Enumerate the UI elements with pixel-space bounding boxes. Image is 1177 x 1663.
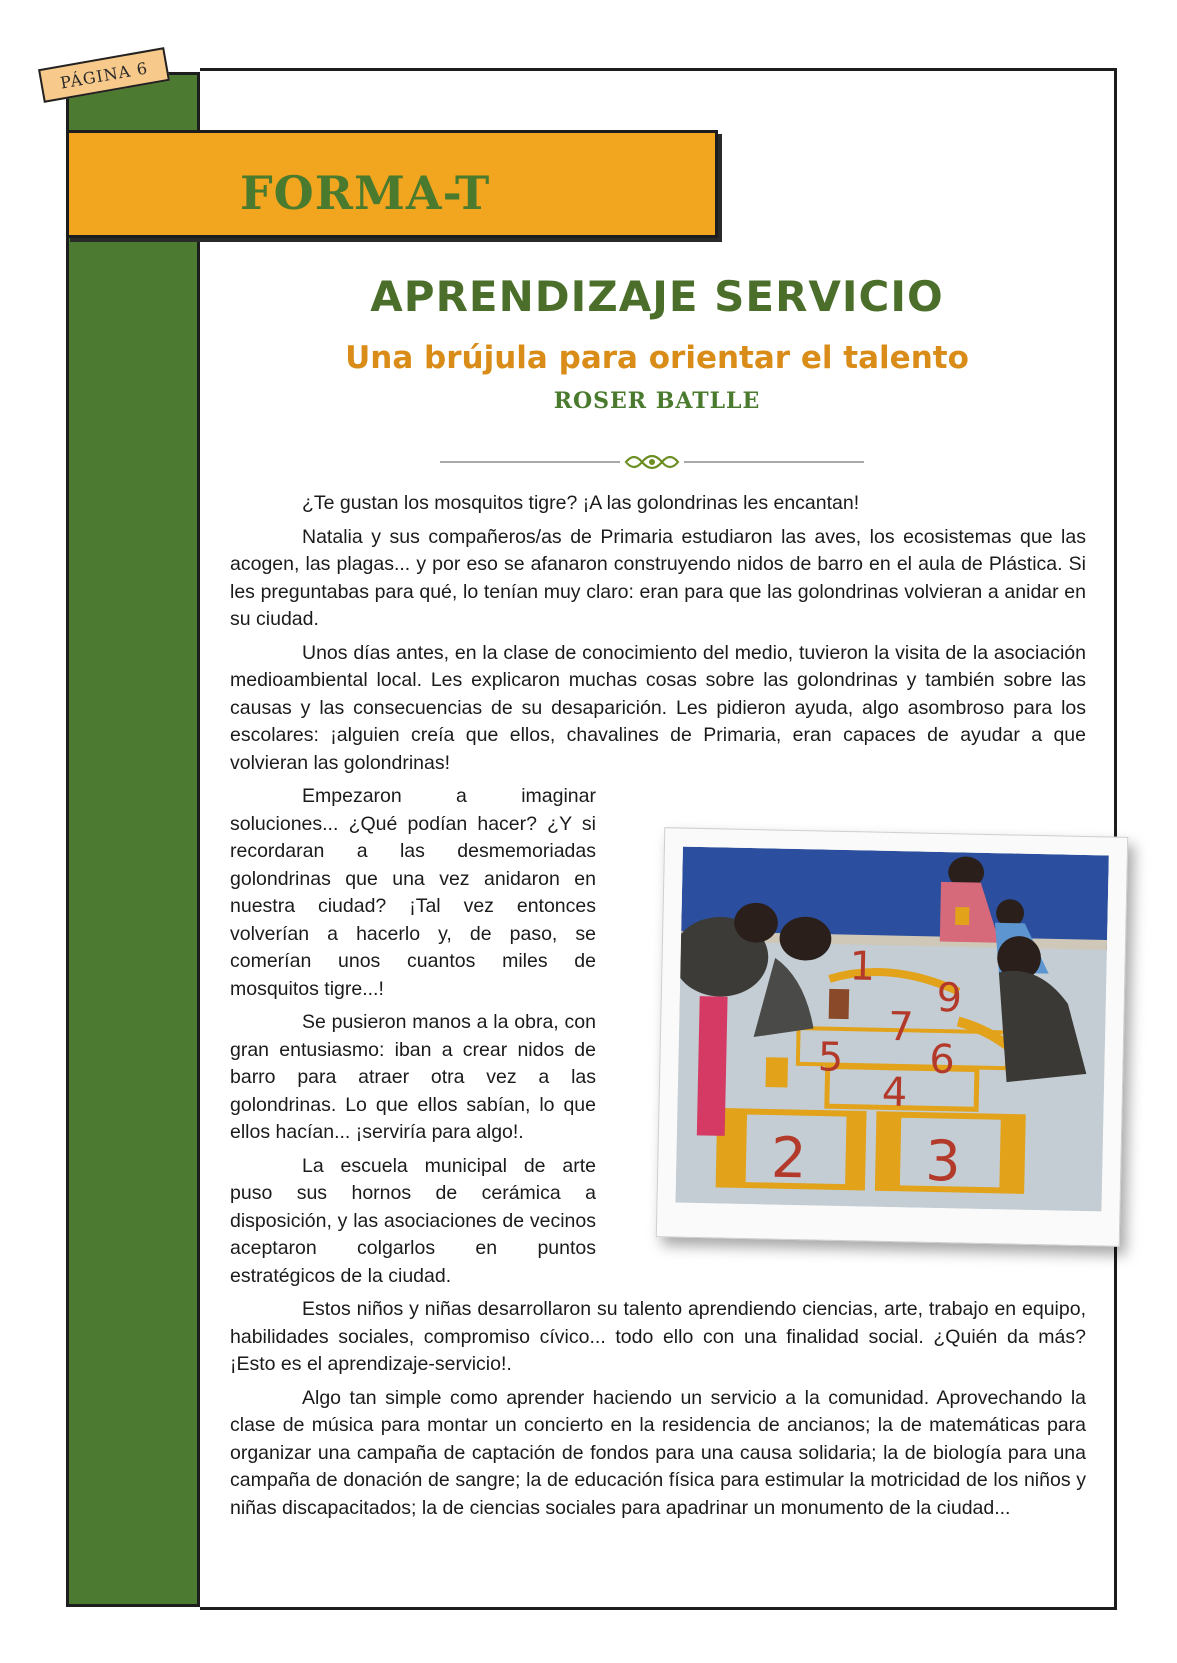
- photo-number: 7: [887, 1003, 915, 1051]
- paragraph: Se pusieron manos a la obra, con gran entusiasmo: iban a crear nidos de barro para atraer otra vez a las golondrinas. Lo que ellos sabían, lo que ellos hacían... ¡serviría para algo!.: [230, 1011, 596, 1143]
- photo-number: 3: [924, 1128, 962, 1195]
- section-title: FORMA-T: [240, 166, 491, 220]
- paragraph: ¿Te gustan los mosquitos tigre? ¡A las golondrinas les encantan!: [302, 492, 860, 514]
- paragraph: La escuela municipal de arte puso sus hornos de cerámica a disposición, y las asociaciones de vecinos aceptaron colgarlos en puntos estratégicos de la ciudad.: [230, 1154, 596, 1287]
- article-title: APRENDIZAJE SERVICIO: [370, 272, 944, 321]
- children-painting-hopscotch-image: [675, 847, 1108, 1212]
- ornament-divider: [440, 452, 864, 472]
- photo-image: [675, 847, 1108, 1212]
- left-green-bar: [66, 72, 200, 1607]
- paragraph: Unos días antes, en la clase de conocimiento del medio, tuvieron la visita de la asociación medioambiental local. Les explicaron muchas cosas sobre las golondrinas y también sobre las causas y las consecuencias de su desaparición. Les pidieron ayuda, algo asombroso para los escolares: ¡alguien creía que ellos, chavalines de Primaria, eran capaces de ayudar a que volvieran las golondrinas!: [230, 641, 1086, 774]
- photo-number: 1: [849, 943, 876, 990]
- paragraph: Natalia y sus compañeros/as de Primaria estudiaron las aves, los ecosistemas que las acogen, las plagas... y por eso se afanaron construyendo nidos de barro en el aula de Plástica. Si les preguntabas para qué, lo tenían muy claro: eran para que las golondrinas volvieran a anidar en su ciudad.: [230, 525, 1086, 630]
- paragraph: Empezaron a imaginar soluciones... ¿Qué podían hacer? ¿Y si recordaran a las desmemoriadas golondrinas que una vez anidaron en nuestra ciudad? ¡Tal vez entonces volverían a hacerlo y, de paso, se comerían unos cuantos miles de mosquitos tigre...!: [230, 785, 596, 1000]
- article-subtitle: Una brújula para orientar el talento: [345, 340, 969, 376]
- photo-number: 4: [881, 1069, 908, 1116]
- photo-number: 2: [770, 1125, 808, 1192]
- photo-number: 5: [817, 1034, 844, 1081]
- photo-number: 9: [936, 975, 963, 1022]
- paragraph: Algo tan simple como aprender haciendo un servicio a la comunidad. Aprovechando la clase de música para montar un concierto en la residencia de ancianos; la de matemáticas para organizar una campaña de captación de fondos para una causa solidaria; la de biología para una campaña de donación de sangre; la de educación física para estimular la motricidad de los niños y niñas discapacitados; la de ciencias sociales para apadrinar un monumento de la ciudad...: [230, 1386, 1086, 1519]
- page-number-tag: PÁGINA 6: [38, 47, 170, 103]
- article-photo: [656, 827, 1128, 1247]
- paragraph: Estos niños y niñas desarrollaron su talento aprendiendo ciencias, arte, trabajo en equipo, habilidades sociales, compromiso cívico... todo ello con una finalidad social. ¿Quién da más? ¡Esto es el aprendizaje-servicio!.: [230, 1298, 1086, 1375]
- photo-number: 6: [928, 1036, 956, 1084]
- article-author: ROSER BATLLE: [553, 388, 761, 414]
